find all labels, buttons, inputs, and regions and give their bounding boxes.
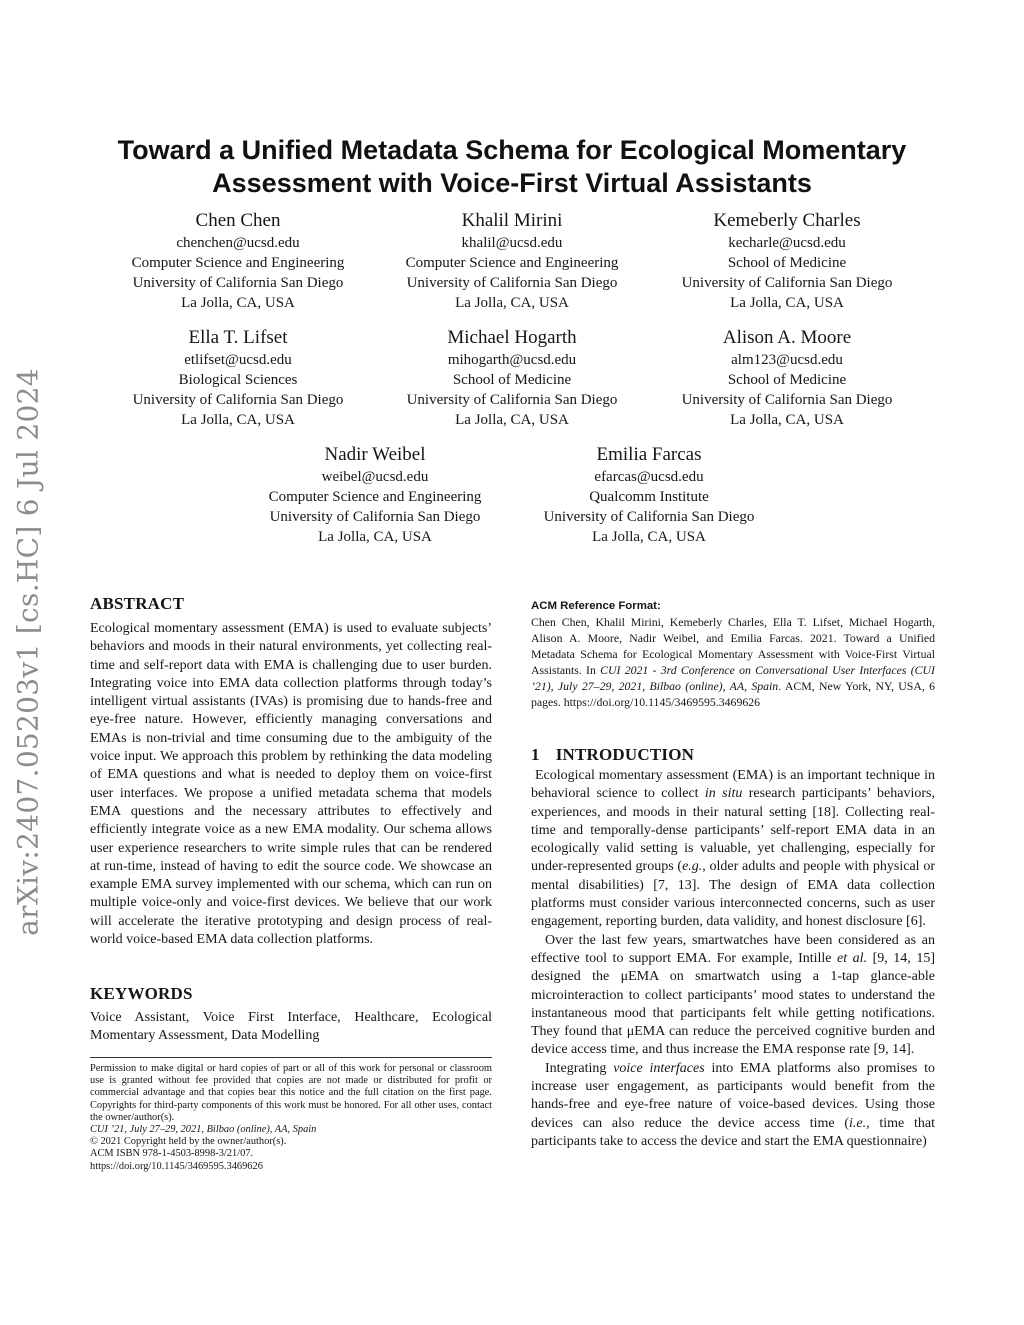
author-location: La Jolla, CA, USA: [730, 295, 844, 311]
author-location: La Jolla, CA, USA: [455, 412, 569, 428]
author-email: chenchen@ucsd.edu: [176, 235, 300, 251]
title-line-1: Toward a Unified Metadata Schema for Ecological Momentary: [117, 135, 907, 165]
abstract-paragraph: Ecological momentary assessment (EMA) is used to evaluate subjects’ behaviors and moods in their natural environments, yet collecting real-time and self-report data with EMA is challenging due to user burden. Integrating voice into EMA data collection platforms through today’s intelligent virtual assistants (IVAs) is promising due to hands-free and eye-free nature. However, efficiently managing conversations and EMAs is non-trivial and time consuming due to the ambiguity of the voice input. We approach this problem by rethinking the data modeling of EMA questions and what is needed to deploy them on voice-first user interfaces. We propose a unified metadata schema that models EMA questions and the necessary attributes to effectively and efficiently integrate voice as a new EMA modality. Our schema allows user experience researchers to write simple rules that can be rendered at run-time, instead of having to edit the source code. We showcase an example EMA survey implemented with our schema, which can run on multiple voice-only and voice-first devices. We believe that our work will accelerate the iterative prototyping and design process of real-world voice-based EMA data collection platforms.: [90, 621, 492, 948]
intro-paragraph-1: Ecological momentary assessment (EMA) is an important technique in behavioral science to collect in situ research participants’ behaviors, experiences, and moods in their natural setting [18]. Collecting real-time and temporally-dense participants’ self-report EMA data in an ecologically valid setting is valuable, yet challenging, especially for under-represented groups (e.g., older adults and people with physical or mental disabilities) [7, 13]. The design of EMA data collection platforms must consider various interconnected concerns, such as user engagement, reporting burden, data validity, and honest disclosure [6].: [531, 768, 935, 930]
author-email: alm123@ucsd.edu: [731, 352, 843, 368]
copyright-line: © 2021 Copyright held by the owner/author(s).: [90, 1136, 287, 1148]
footnote-divider: [90, 1057, 492, 1058]
author-email: kecharle@ucsd.edu: [728, 235, 846, 251]
author-email: weibel@ucsd.edu: [321, 469, 429, 485]
author-university: University of California San Diego: [406, 275, 618, 291]
author-block: [367, 326, 657, 430]
author-university: University of California San Diego: [132, 392, 344, 408]
author-location: La Jolla, CA, USA: [730, 412, 844, 428]
author-email: khalil@ucsd.edu: [461, 235, 563, 251]
author-block: [642, 209, 932, 313]
author-block: [642, 326, 932, 430]
author-email: etlifset@ucsd.edu: [184, 352, 292, 368]
author-email: efarcas@ucsd.edu: [594, 469, 704, 485]
acm-reference-venue: CUI 2021 - 3rd Conference on Conversational User Interfaces (CUI ’21), July 27–29, 2021, Bilbao (online), AA, Spain: [531, 663, 935, 693]
author-name: Alison A. Moore: [722, 327, 852, 348]
isbn-line: ACM ISBN 978-1-4503-8998-3/21/07.: [90, 1148, 254, 1160]
author-university: University of California San Diego: [132, 275, 344, 291]
author-email: mihogarth@ucsd.edu: [447, 352, 577, 368]
author-block: [367, 209, 657, 313]
paper-title: [60, 134, 964, 200]
section-number: 1: [531, 745, 540, 764]
permission-notice: Permission to make digital or hard copies of part or all of this work for personal or classroom use is granted without fee provided that copies are not made or distributed for profit or commercial advantage and that copies bear this notice and the full citation on the first page. Copyrights for third-party components of this work must be honored. For all other uses, contact the owner/author(s).: [90, 1063, 492, 1123]
author-name: Emilia Farcas: [596, 444, 702, 465]
intro-heading: [531, 745, 694, 765]
author-location: La Jolla, CA, USA: [181, 412, 295, 428]
acm-reference-label: ACM Reference Format:: [531, 600, 661, 612]
author-dept: Computer Science and Engineering: [405, 255, 619, 271]
author-location: La Jolla, CA, USA: [455, 295, 569, 311]
author-dept: School of Medicine: [452, 372, 572, 388]
author-location: La Jolla, CA, USA: [318, 529, 432, 545]
author-university: University of California San Diego: [406, 392, 618, 408]
author-block: [93, 209, 383, 313]
keywords-body: [90, 1009, 492, 1046]
intro-body: [531, 767, 935, 1151]
intro-paragraph-3: Integrating voice interfaces into EMA platforms also promises to increase user engagement, as participants would benefit from the hands-free and eye-free nature of voice-based devices. Using those devices can also reduce the device access time (i.e., time that participants take to access the device and start the EMA questionnaire): [531, 1060, 935, 1149]
author-dept: Computer Science and Engineering: [268, 489, 482, 505]
section-title: INTRODUCTION: [555, 745, 695, 764]
author-location: La Jolla, CA, USA: [592, 529, 706, 545]
arxiv-stamp: arXiv:2407.05203v1 [cs.HC] 6 Jul 2024: [11, 368, 45, 936]
author-name: Chen Chen: [195, 210, 281, 231]
doi-line[interactable]: https://doi.org/10.1145/3469595.3469626: [90, 1160, 263, 1172]
title-line-2: Assessment with Voice-First Virtual Assistants: [212, 168, 812, 198]
author-name: Khalil Mirini: [461, 210, 563, 231]
author-dept: School of Medicine: [727, 255, 847, 271]
footnote-block: [90, 1063, 492, 1173]
keywords-heading: KEYWORDS: [90, 984, 193, 1003]
author-name: Kemeberly Charles: [713, 210, 861, 231]
author-university: University of California San Diego: [681, 392, 893, 408]
abstract-body: [90, 620, 492, 949]
author-location: La Jolla, CA, USA: [181, 295, 295, 311]
author-block: [230, 443, 520, 547]
author-university: University of California San Diego: [269, 509, 481, 525]
author-university: University of California San Diego: [681, 275, 893, 291]
author-university: University of California San Diego: [543, 509, 755, 525]
acm-reference-tail: . ACM, New York, NY, USA, 6 pages. https://doi.org/10.1145/3469595.3469626: [531, 679, 935, 709]
author-name: Ella T. Lifset: [188, 327, 288, 348]
intro-paragraph-2: Over the last few years, smartwatches have been considered as an effective tool to support EMA. For example, Intille et al. [9, 14, 15] designed the μEMA on smartwatch using a 1-tap glance-able microinteraction to collect participants’ mood states to understand the instantaneous mood that participants felt while getting notifications. They found that μEMA can reduce the perceived cognitive burden and device access time, and thus increase the EMA response rate [9, 14].: [531, 932, 935, 1058]
author-name: Michael Hogarth: [447, 327, 577, 348]
keywords-list: Voice Assistant, Voice First Interface, Healthcare, Ecological Momentary Assessment, Data Modelling: [90, 1010, 492, 1044]
author-dept: Computer Science and Engineering: [131, 255, 345, 271]
author-dept: School of Medicine: [727, 372, 847, 388]
acm-reference-text: Chen Chen, Khalil Mirini, Kemeberly Charles, Ella T. Lifset, Michael Hogarth, Alison A. Moore, Nadir Weibel, and Emilia Farcas. 2021. Toward a Unified Metadata Schema for Ecological Momentary Assessment with Voice-First Virtual Assistants. In: [531, 615, 935, 677]
author-dept: Qualcomm Institute: [589, 489, 709, 505]
author-name: Nadir Weibel: [324, 444, 426, 465]
author-block: [504, 443, 794, 547]
venue-line: CUI ’21, July 27–29, 2021, Bilbao (online), AA, Spain: [90, 1124, 317, 1136]
abstract-heading: ABSTRACT: [90, 594, 185, 613]
author-dept: Biological Sciences: [178, 372, 298, 388]
acm-reference: [531, 598, 935, 710]
author-block: [93, 326, 383, 430]
